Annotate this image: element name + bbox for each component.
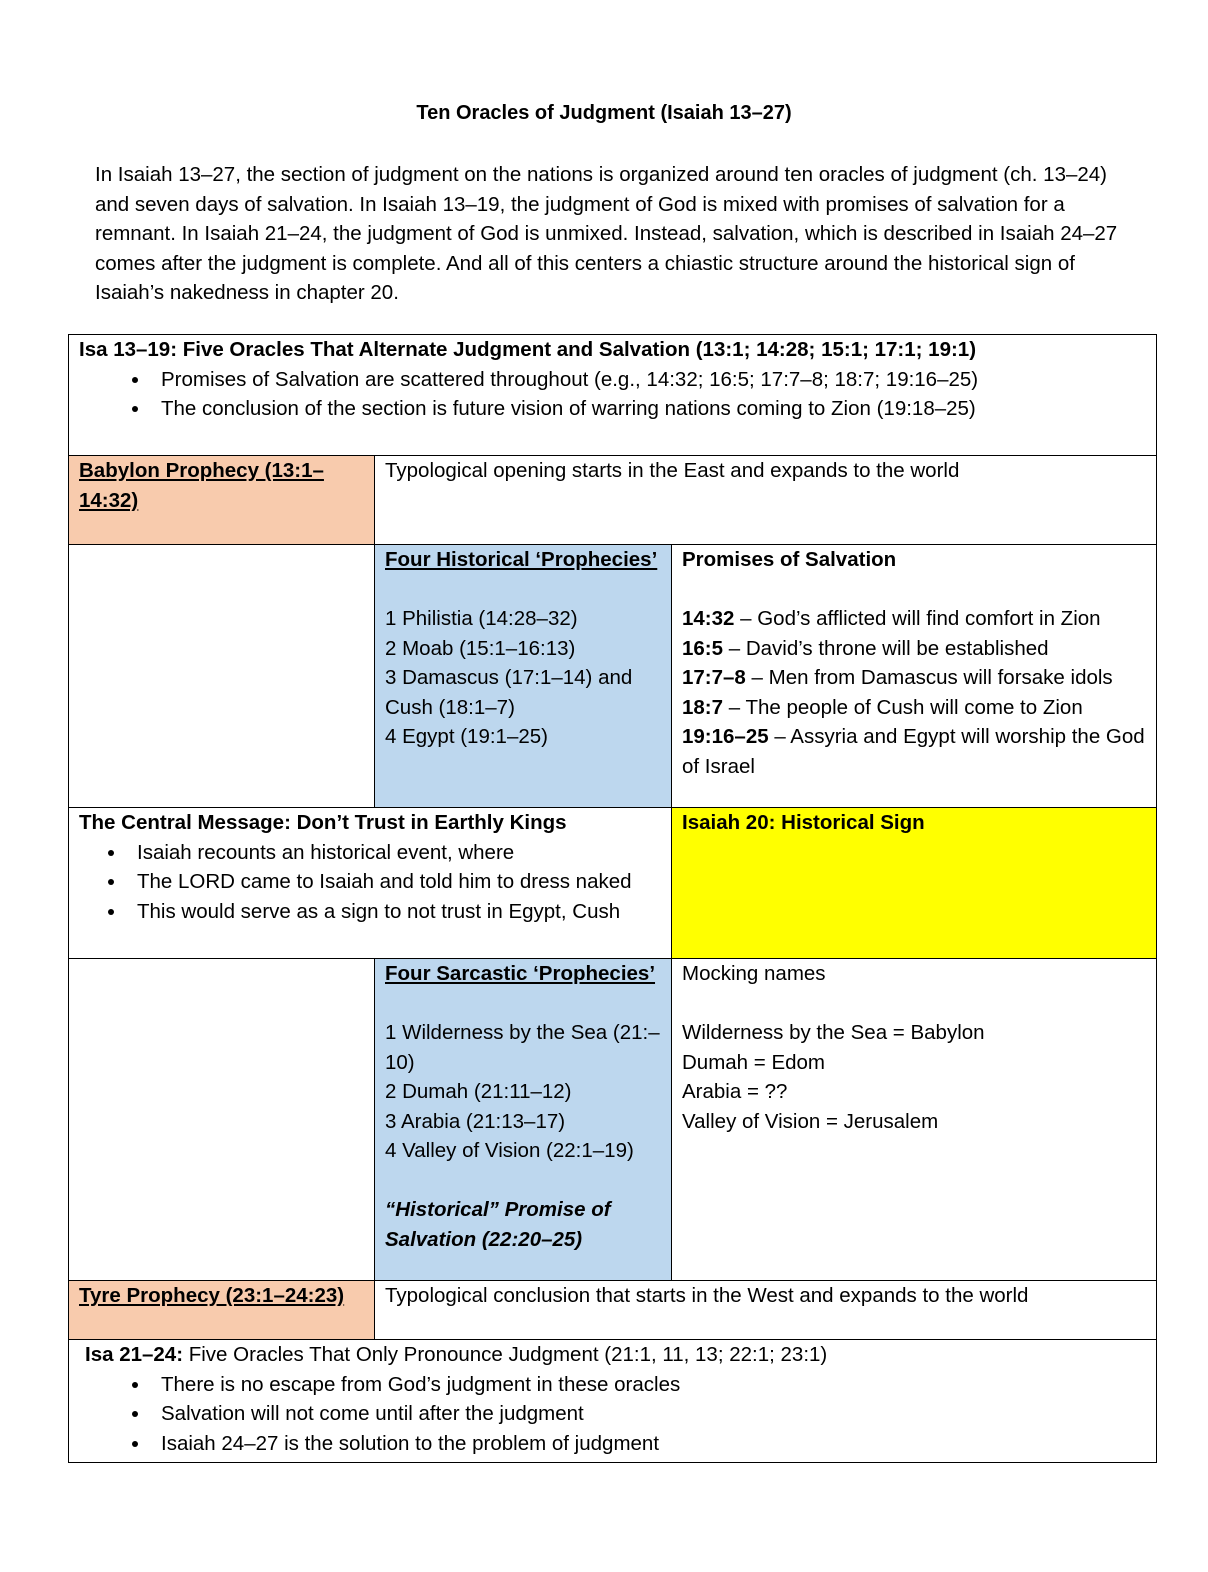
empty-cell [69, 959, 375, 1281]
list-item: 2 Dumah (21:11–12) [385, 1080, 572, 1103]
list-item [682, 722, 1146, 781]
babylon-label: Babylon Prophecy (13:1–14:32) [79, 459, 324, 512]
mocking-heading: Mocking names [682, 962, 826, 985]
mocking-cell [672, 959, 1157, 1281]
list-item: 2 Moab (15:1–16:13) [385, 636, 576, 660]
tyre-label-cell [69, 1281, 375, 1340]
list-item: 1 Philistia (14:28–32) [385, 607, 578, 630]
tyre-row [69, 1281, 1157, 1340]
list-item [682, 663, 1146, 693]
section2-heading [85, 1340, 1146, 1370]
section2-heading-bold: Isa 21–24: [85, 1343, 184, 1366]
section2-heading-rest: Five Oracles That Only Pronounce Judgment (21:1, 11, 13; 22:1; 23:1) [183, 1343, 828, 1366]
central-row [69, 808, 1157, 959]
sarcastic-row [69, 959, 1157, 1281]
section1-row [69, 335, 1157, 456]
historical-sign-cell [672, 808, 1157, 959]
verse-ref: 18:7 [682, 695, 724, 719]
list-item: 3 Arabia (21:13–17) [385, 1109, 566, 1133]
section2-bullets [85, 1370, 1146, 1459]
tyre-description: Typological conclusion that starts in the West and expands to the world [375, 1281, 1157, 1340]
page-title: Ten Oracles of Judgment (Isaiah 13–27) [416, 102, 792, 124]
verse-text: – Assyria and Egypt will worship the God of Israel [682, 725, 1145, 778]
historical-promise: “Historical” Promise of Salvation (22:20–25) [385, 1198, 611, 1251]
sarcastic-heading: Four Sarcastic ‘Prophecies’ [385, 962, 656, 985]
verse-text: – Men from Damascus will forsake idols [745, 666, 1113, 689]
sarcastic-cell [375, 959, 672, 1281]
list-item: • Isaiah recounts an historical event, where [127, 838, 661, 868]
historical-sign: Isaiah 20: Historical Sign [682, 811, 925, 834]
verse-text: – David’s throne will be established [723, 636, 1049, 660]
verse-ref: 19:16–25 [682, 725, 769, 748]
intro-paragraph: In Isaiah 13–27, the section of judgment on the nations is organized around ten oracles of judgment (ch. 13–24) and seven days of salvation. In Isaiah 13–19, the judgment of God is mixed with promises of salvation for a remnant. In Isaiah 21–24, the judgment of God is unmixed. Instead, salvation, which is described in Isaiah 24–27 comes after the judgment is complete. And all of this centers a chiastic structure around the historical sign of Isaiah’s nakedness in chapter 20. [95, 163, 1118, 304]
list-item: • The LORD came to Isaiah and told him to dress naked [127, 867, 661, 897]
section1-heading: Isa 13–19: Five Oracles That Alternate Judgment and Salvation (13:1; 14:28; 15:1; 17:1; 19:1) [79, 338, 977, 361]
section2-row [69, 1340, 1157, 1463]
list-item: 3 Damascus (17:1–14) and Cush (18:1–7) [385, 666, 633, 719]
tyre-label: Tyre Prophecy (23:1–24:23) [79, 1284, 345, 1307]
list-item: 4 Egypt (19:1–25) [385, 725, 548, 748]
verse-text: – God’s afflicted will find comfort in Zion [734, 607, 1101, 630]
list-item: Valley of Vision = Jerusalem [682, 1109, 939, 1133]
list-item: Arabia = ?? [682, 1080, 788, 1103]
historical-cell [375, 545, 672, 808]
list-item [682, 604, 1146, 634]
list-item: • There is no escape from God’s judgment in these oracles [151, 1370, 1146, 1400]
oracles-table [68, 334, 1157, 1463]
salvation-heading: Promises of Salvation [682, 548, 897, 571]
verse-text: – The people of Cush will come to Zion [723, 695, 1083, 719]
salvation-cell [672, 545, 1157, 808]
historical-row [69, 545, 1157, 808]
list-item: Dumah = Edom [682, 1050, 825, 1074]
central-message-cell [69, 808, 672, 959]
list-item: Wilderness by the Sea = Babylon [682, 1021, 985, 1044]
historical-heading: Four Historical ‘Prophecies’ [385, 548, 658, 571]
list-item: 1 Wilderness by the Sea (21:–10) [385, 1021, 660, 1074]
list-item: • The conclusion of the section is future vision of warring nations coming to Zion (19:18–25) [151, 394, 1146, 424]
list-item: • Promises of Salvation are scattered throughout (e.g., 14:32; 16:5; 17:7–8; 18:7; 19:16–25) [151, 365, 1146, 395]
babylon-row [69, 456, 1157, 545]
section1-cell [69, 335, 1157, 456]
verse-ref: 16:5 [682, 636, 724, 660]
list-item [682, 693, 1146, 723]
central-bullets [79, 838, 661, 927]
section1-bullets [79, 365, 1146, 424]
list-item: • Salvation will not come until after the judgment [151, 1399, 1146, 1429]
list-item [682, 634, 1146, 664]
central-heading: The Central Message: Don’t Trust in Earthly Kings [79, 811, 567, 834]
babylon-description: Typological opening starts in the East and expands to the world [375, 456, 1157, 545]
list-item: • Isaiah 24–27 is the solution to the problem of judgment [151, 1429, 1146, 1459]
verse-ref: 14:32 [682, 607, 735, 630]
section2-cell [69, 1340, 1157, 1463]
list-item: 4 Valley of Vision (22:1–19) [385, 1139, 634, 1162]
empty-cell [69, 545, 375, 808]
babylon-label-cell [69, 456, 375, 545]
list-item: • This would serve as a sign to not trust in Egypt, Cush [127, 897, 661, 927]
verse-ref: 17:7–8 [682, 666, 746, 689]
